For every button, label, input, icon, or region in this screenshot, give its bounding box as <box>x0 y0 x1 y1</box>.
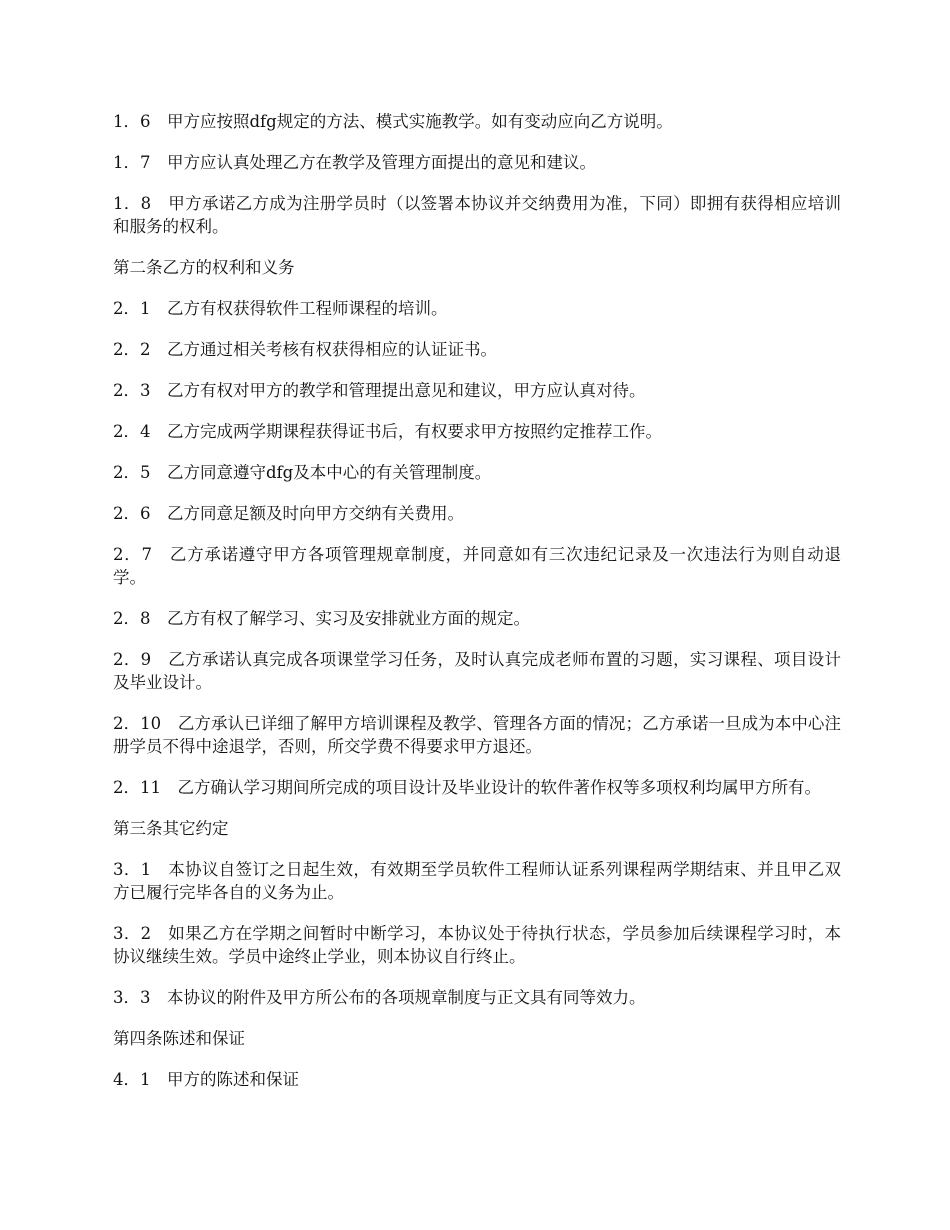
clause-1-8: 1．8 甲方承诺乙方成为注册学员时（以签署本协议并交纳费用为准，下同）即拥有获得相应培训和服务的权利。 <box>113 194 841 236</box>
clause-1-6: 1．6 甲方应按照dfg规定的方法、模式实施教学。如有变动应向乙方说明。 <box>113 112 673 131</box>
clause-2-7: 2．7 乙方承诺遵守甲方各项管理规章制度，并同意如有三次违纪记录及一次违法行为则自动退学。 <box>113 545 841 587</box>
clause-2-9: 2．9 乙方承诺认真完成各项课堂学习任务，及时认真完成老师布置的习题，实习课程、项目设计及毕业设计。 <box>113 650 841 692</box>
clause-2-8: 2．8 乙方有权了解学习、实习及安排就业方面的规定。 <box>113 609 530 628</box>
clause-2-6: 2．6 乙方同意足额及时向甲方交纳有关费用。 <box>113 504 464 523</box>
clause-2-1: 2．1 乙方有权获得软件工程师课程的培训。 <box>113 299 448 318</box>
clause-2-11: 2．11 乙方确认学习期间所完成的项目设计及毕业设计的软件著作权等多项权利均属甲方所有。 <box>113 778 821 797</box>
clause-4-1: 4．1 甲方的陈述和保证 <box>113 1070 299 1089</box>
clause-2-2: 2．2 乙方通过相关考核有权获得相应的认证证书。 <box>113 340 497 359</box>
clause-3-1: 3．1 本协议自签订之日起生效，有效期至学员软件工程师认证系列课程两学期结束、并且甲乙双方已履行完毕各自的义务为止。 <box>113 860 841 902</box>
section-heading-article-2: 第二条乙方的权利和义务 <box>113 258 295 277</box>
document-page <box>113 110 841 1109</box>
clause-2-5: 2．5 乙方同意遵守dfg及本中心的有关管理制度。 <box>113 463 492 482</box>
clause-2-10: 2．10 乙方承认已详细了解甲方培训课程及教学、管理各方面的情况；乙方承诺一旦成为本中心注册学员不得中途退学，否则，所交学费不得要求甲方退还。 <box>113 714 841 756</box>
section-heading-article-4: 第四条陈述和保证 <box>113 1029 245 1048</box>
clause-2-4: 2．4 乙方完成两学期课程获得证书后，有权要求甲方按照约定推荐工作。 <box>113 422 662 441</box>
section-heading-article-3: 第三条其它约定 <box>113 819 229 838</box>
clause-1-7: 1．7 甲方应认真处理乙方在教学及管理方面提出的意见和建议。 <box>113 153 596 172</box>
clause-3-2: 3．2 如果乙方在学期之间暂时中断学习，本协议处于待执行状态，学员参加后续课程学习时，本协议继续生效。学员中途终止学业，则本协议自行终止。 <box>113 924 841 966</box>
clause-2-3: 2．3 乙方有权对甲方的教学和管理提出意见和建议，甲方应认真对待。 <box>113 381 646 400</box>
clause-3-3: 3．3 本协议的附件及甲方所公布的各项规章制度与正文具有同等效力。 <box>113 988 646 1007</box>
